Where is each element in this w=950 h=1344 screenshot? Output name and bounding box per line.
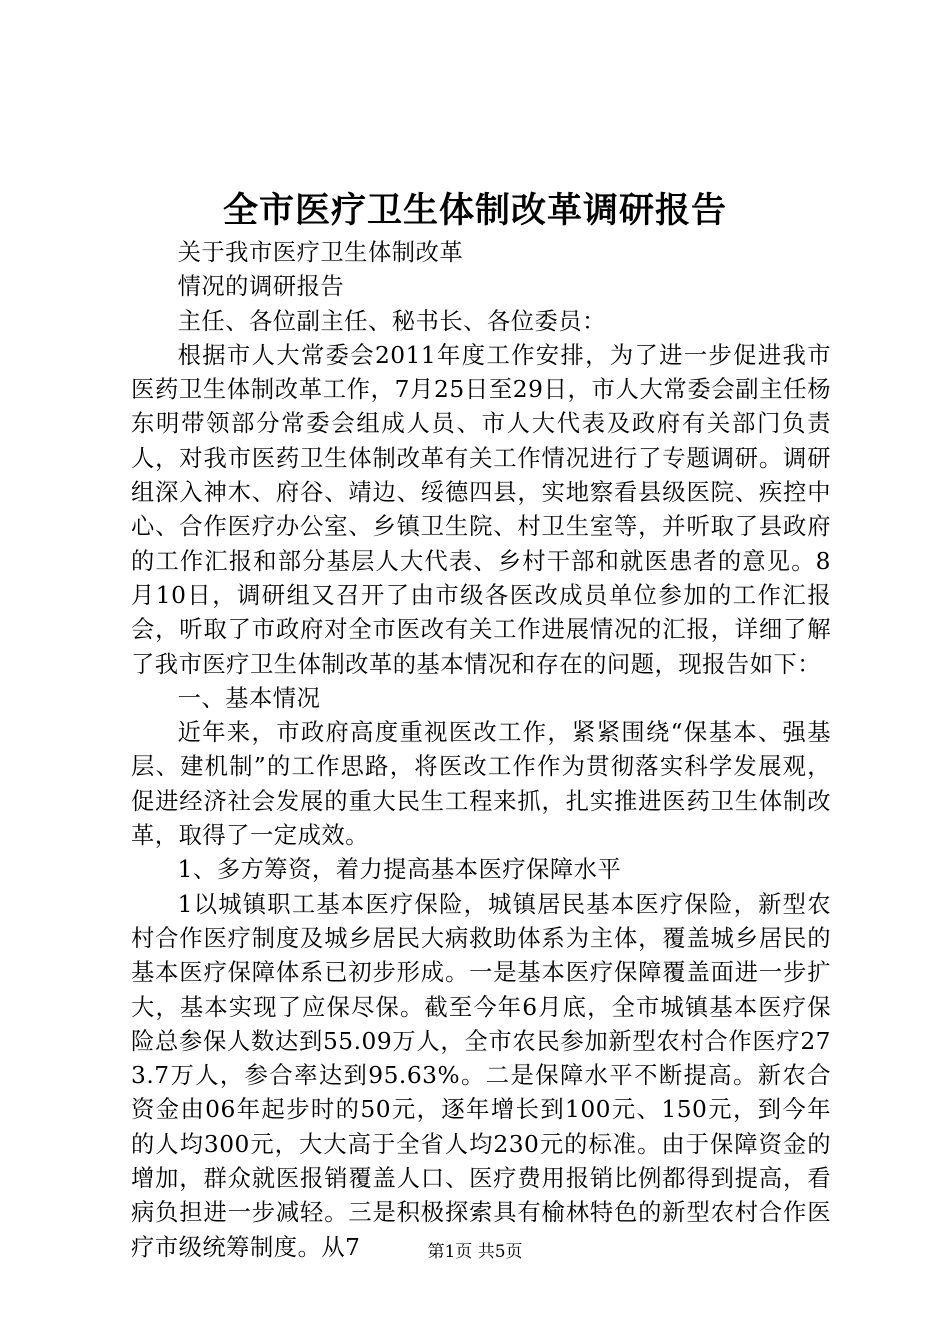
page-number: 第1页 共5页 (427, 1242, 523, 1262)
section-heading-basic: 一、基本情况 (177, 684, 321, 712)
paragraph-intro: 根据市人大常委会2011年度工作安排，为了进一步促进我市医药卫生体制改革工作，7月25日至29日，市人大常委会副主任杨东明带领部分常委会组成人员、市人大代表及政府有关部门负责人，对我市医药卫生体制改革有关工作情况进行了专题调研。调研组深入神木、府谷、靖边、绥德四县，实地察看县级医院、疾控中心、合作医疗办公室、乡镇卫生院、村卫生室等，并听取了县政府的工作汇报和部分基层人大代表、乡村干部和就医患者的意见。8月10日，调研组又召开了由市级各医改成员单位参加的工作汇报会，听取了市政府对全市医改有关工作进展情况的汇报，详细了解了我市医疗卫生体制改革的基本情况和存在的问题，现报告如下： (131, 341, 831, 678)
paragraph-overview: 近年来，市政府高度重视医改工作，紧紧围绕“保基本、强基层、建机制”的工作思路，将医改工作作为贯彻落实科学发展观，促进经济社会发展的重大民生工程来抓，扎实推进医药卫生体制改革，取得了一定成效。 (131, 719, 831, 850)
subtitle-line-1: 关于我市医疗卫生体制改革 (177, 239, 464, 266)
page-title: 全市医疗卫生体制改革调研报告 (222, 190, 727, 231)
document-body (131, 236, 831, 1265)
salutation: 主任、各位副主任、秘书长、各位委员： (177, 307, 606, 335)
subsection-heading-1: 1、多方筹资，着力提高基本医疗保障水平 (177, 856, 622, 884)
subtitle-line-2: 情况的调研报告 (177, 273, 345, 301)
paragraph-insurance: 1以城镇职工基本医疗保险，城镇居民基本医疗保险，新型农村合作医疗制度及城乡居民大病救助体系为主体，覆盖城乡居民的基本医疗保障体系已初步形成。一是基本医疗保障覆盖面进一步扩大，基本实现了应保尽保。截至今年6月底，全市城镇基本医疗保险总参保人数达到55.09万人，全市农民参加新型农村合作医疗273.7万人，参合率达到95.63%。二是保障水平不断提高。新农合资金由06年起步时的50元，逐年增长到100元、150元，到今年的人均300元，大大高于全省人均230元的标准。由于保障资金的增加，群众就医报销覆盖人口、医疗费用报销比例都得到提高，看病负担进一步减轻。三是积极探索具有榆林特色的新型农村合作医疗市级统筹制度。从7 (131, 890, 831, 1261)
